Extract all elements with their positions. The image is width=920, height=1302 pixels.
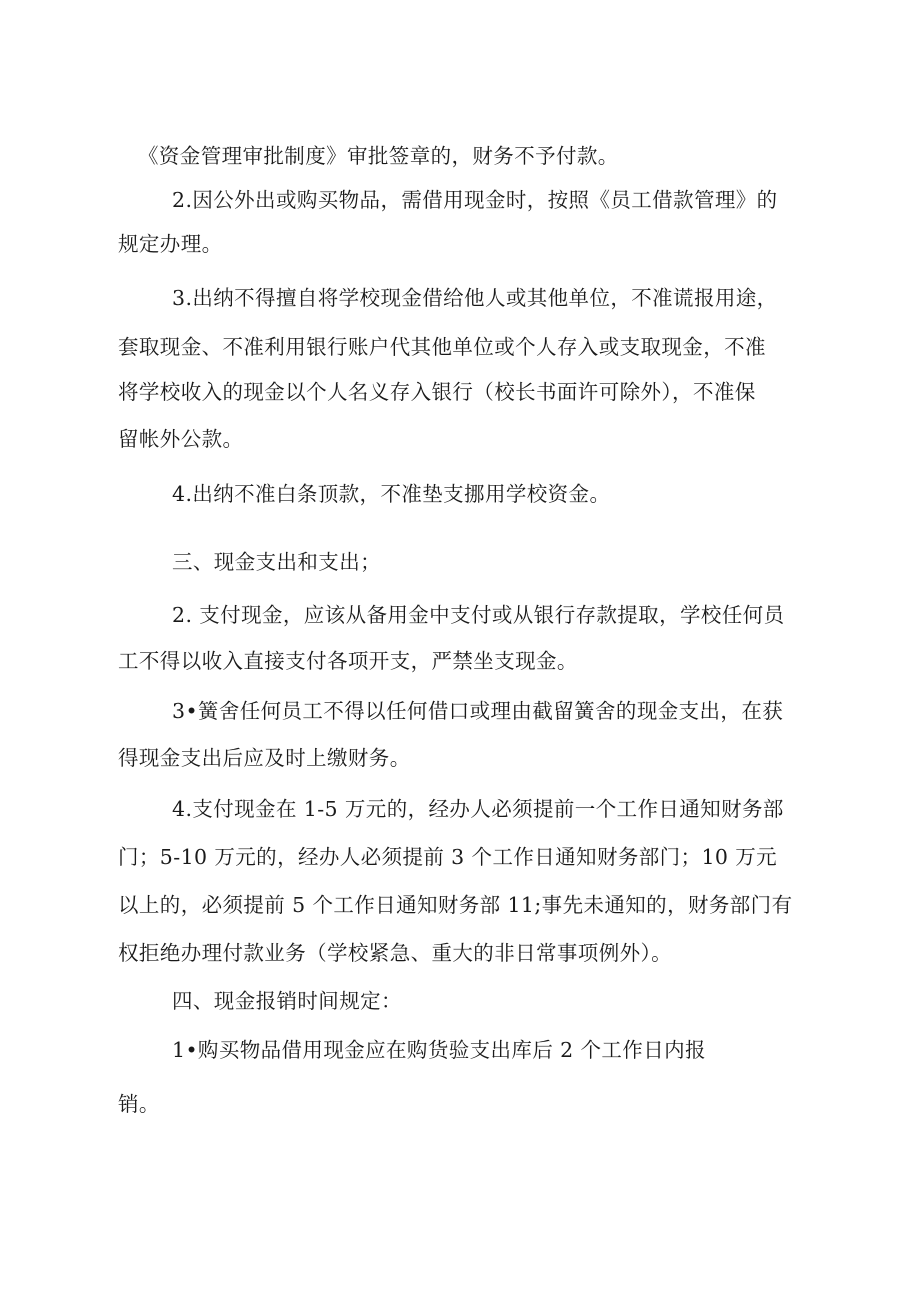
text-line-13: 得现金支出后应及时上缴财务。 — [118, 746, 411, 770]
text-line-6: 将学校收入的现金以个人名义存入银行（校长书面许可除外），不准保 — [118, 380, 756, 404]
text-line-5: 套取现金、不准利用银行账户代其他单位或个人存入或支取现金，不准 — [118, 335, 766, 359]
text-line-11: 工不得以收入直接支付各项开支，严禁坐支现金。 — [118, 649, 578, 673]
text-line-1: 《资金管理审批制度》审批签章的，财务不予付款。 — [138, 144, 619, 168]
text-line-10: 2. 支付现金，应该从备用金中支付或从银行存款提取，学校任何员 — [172, 603, 785, 627]
text-line-20: 销。 — [118, 1092, 160, 1116]
section-heading-3: 三、现金支出和支出； — [172, 550, 381, 574]
text-line-3: 规定办理。 — [118, 232, 223, 256]
text-line-14: 4.支付现金在 1-5 万元的，经办人必须提前一个工作日通知财务部 — [172, 797, 784, 821]
text-line-2: 2.因公外出或购买物品，需借用现金时，按照《员工借款管理》的 — [172, 188, 778, 212]
text-line-15: 门；5-10 万元的，经办人必须提前 3 个工作日通知财务部门；10 万元 — [118, 845, 778, 869]
text-line-12: 3•簧舍任何员工不得以任何借口或理由截留簧舍的现金支出，在获 — [172, 699, 784, 723]
text-line-8: 4.出纳不准白条顶款，不准垫支挪用学校资金。 — [172, 482, 611, 506]
text-line-17: 权拒绝办理付款业务（学校紧急、重大的非日常事项例外）。 — [118, 941, 673, 965]
text-line-16: 以上的，必须提前 5 个工作日通知财务部 11;事先未通知的，财务部门有 — [118, 893, 793, 917]
text-line-4: 3.出纳不得擅自将学校现金借给他人或其他单位，不准谎报用途， — [172, 286, 778, 310]
text-line-7: 留帐外公款。 — [118, 427, 244, 451]
text-line-19: 1•购买物品借用现金应在购货验支出库后 2 个工作日内报 — [172, 1038, 706, 1062]
section-heading-4: 四、现金报销时间规定： — [172, 989, 402, 1013]
